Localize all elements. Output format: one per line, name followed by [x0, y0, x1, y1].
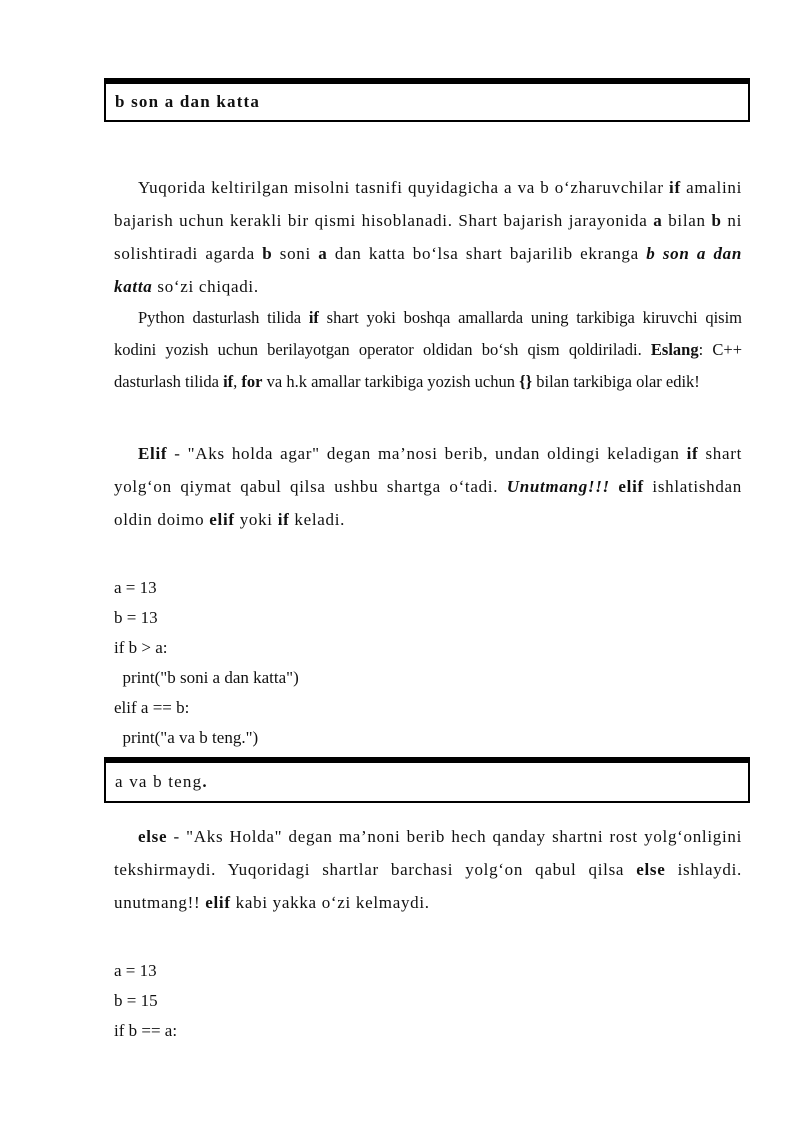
code-line: a = 13 [114, 961, 157, 980]
bold-italic-phrase: b son a dan katta [114, 244, 743, 296]
bold-keyword: if [308, 308, 319, 327]
code-line: if b > a: [114, 638, 168, 657]
text-run: Yuqorida keltirilgan misolni tasnifi quyidagicha a va b o‘zharuvchilar [138, 178, 670, 197]
bold-keyword: a [653, 211, 663, 230]
bold-keyword: b [711, 211, 722, 230]
text-run: soni [272, 244, 319, 263]
paragraph-if-explanation [114, 171, 742, 303]
text-run: shart yolg‘on qiymat qabul qilsa ushbu shartga o‘tadi. [114, 444, 742, 496]
bold-keyword: if [669, 178, 681, 197]
code-block-else [114, 956, 177, 1046]
bold-italic-phrase: Unutmang!!! [506, 477, 610, 496]
text-run: - "Aks holda agar" degan ma’nosi berib, undan oldingi keladigan [167, 444, 687, 463]
bold-keyword: if [277, 510, 290, 529]
paragraph-indentation-note [114, 302, 742, 398]
bold-keyword: for [241, 372, 263, 391]
bold-keyword: b [262, 244, 273, 263]
bold-keyword: else [636, 860, 666, 879]
code-line: b = 15 [114, 991, 158, 1010]
code-line: print("a va b teng.") [114, 728, 259, 747]
text-run: va h.k amallar tarkibiga yozish uchun [262, 372, 520, 391]
code-line: a = 13 [114, 578, 157, 597]
bold-keyword: elif [205, 893, 231, 912]
bold-keyword: if [223, 372, 234, 391]
output-box-2 [104, 757, 750, 803]
text-run: ishlatishdan oldin doimo [114, 477, 743, 529]
output-dot: . [202, 772, 208, 791]
output-text: b son a dan katta [115, 92, 261, 111]
text-run: bilan tarkibiga olar edik! [532, 372, 700, 391]
paragraph-elif-explanation [114, 437, 742, 536]
text-run: keladi. [289, 510, 346, 529]
paragraph-else-explanation [114, 820, 742, 919]
bold-keyword: elif [618, 477, 644, 496]
text-run: : C++ dasturlash tilida [114, 340, 743, 391]
bold-keyword: a [318, 244, 328, 263]
text-run: amalini bajarish uchun kerakli bir qismi hisoblanadi. Shart bajarish jarayonida [114, 178, 742, 230]
code-block-elif [114, 573, 299, 753]
bold-keyword: Eslang [650, 340, 699, 359]
bold-keyword: elif [209, 510, 235, 529]
bold-keyword: Elif [138, 444, 168, 463]
text-run: bilan [662, 211, 712, 230]
code-line: elif a == b: [114, 698, 190, 717]
text-run: Python dasturlash tilida [138, 308, 309, 327]
text-run: yoki [234, 510, 278, 529]
text-run: so‘zi chiqadi. [152, 277, 259, 296]
text-run: ishlaydi. unutmang!! [114, 860, 742, 912]
text-run: ni solishtiradi agarda [114, 211, 742, 263]
text-run: shart yoki boshqa amallarda uning tarkibiga kiruvchi qisim kodini yozish uchun berilayotgan operator oldidan bo‘sh qism qoldiriladi. [114, 308, 742, 359]
text-run: - "Aks Holda" degan ma’noni berib hech qanday shartni rost yolg‘onligini tekshirmaydi. Yuqoridagi shartlar barchasi yolg‘on qabul qilsa [114, 827, 742, 879]
text-run: kabi yakka o‘zi kelmaydi. [230, 893, 430, 912]
code-line: if b == a: [114, 1021, 178, 1040]
output-text: a va b teng [115, 772, 203, 791]
output-box-1 [104, 78, 750, 122]
text-run: , [233, 372, 242, 391]
code-line: b = 13 [114, 608, 158, 627]
bold-keyword: if [686, 444, 699, 463]
bold-keyword: {} [519, 372, 533, 391]
code-line: print("b soni a dan katta") [114, 668, 299, 687]
text-run: dan katta bo‘lsa shart bajarilib ekranga [327, 244, 647, 263]
bold-keyword: else [138, 827, 168, 846]
